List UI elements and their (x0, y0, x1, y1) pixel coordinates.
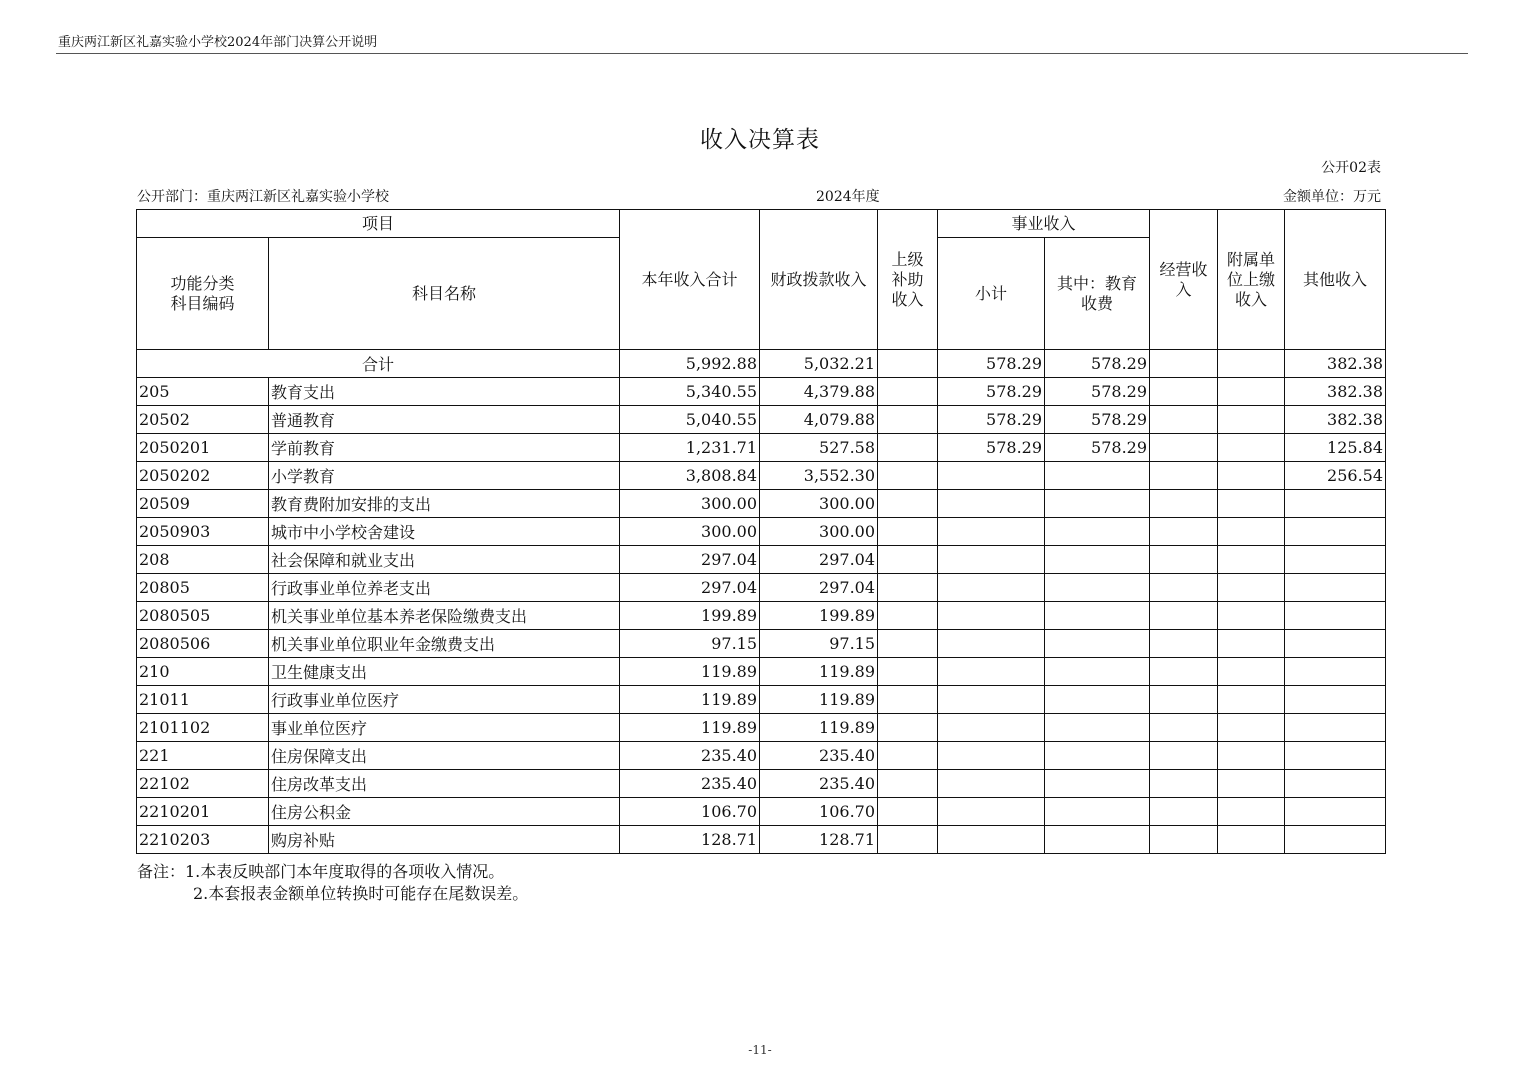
cell-operating (1150, 490, 1218, 518)
cell-fiscal: 128.71 (760, 826, 878, 854)
table-row (137, 742, 1386, 770)
cell-other (1285, 630, 1386, 658)
cell-superior (878, 574, 938, 602)
cell-subject-name: 小学教育 (269, 462, 620, 490)
cell-total-income: 300.00 (620, 490, 760, 518)
cell-fiscal: 199.89 (760, 602, 878, 630)
table-row (137, 658, 1386, 686)
header-other-income: 其他收入 (1285, 210, 1386, 350)
edu-fee-total: 578.29 (1045, 350, 1150, 378)
cell-other (1285, 574, 1386, 602)
cell-total-income: 5,340.55 (620, 378, 760, 406)
cell-other: 125.84 (1285, 434, 1386, 462)
cell-total-income: 119.89 (620, 714, 760, 742)
cell-subject-name: 普通教育 (269, 406, 620, 434)
cell-other (1285, 714, 1386, 742)
cell-code: 20502 (137, 406, 269, 434)
table-row (137, 602, 1386, 630)
note-line-2: 2.本套报表金额单位转换时可能存在尾数误差。 (193, 884, 529, 903)
cell-fiscal: 297.04 (760, 546, 878, 574)
cell-education-fee (1045, 490, 1150, 518)
header-business-subtotal: 小计 (938, 238, 1045, 350)
cell-code: 22102 (137, 770, 269, 798)
cell-affiliated (1218, 686, 1285, 714)
cell-fiscal: 97.15 (760, 630, 878, 658)
table-row (137, 434, 1386, 462)
cell-code: 221 (137, 742, 269, 770)
cell-operating (1150, 434, 1218, 462)
cell-business-subtotal (938, 686, 1045, 714)
cell-subject-name: 教育费附加安排的支出 (269, 490, 620, 518)
cell-education-fee (1045, 686, 1150, 714)
cell-affiliated (1218, 406, 1285, 434)
cell-total-income: 3,808.84 (620, 462, 760, 490)
cell-total-income: 199.89 (620, 602, 760, 630)
cell-total-income: 235.40 (620, 770, 760, 798)
cell-operating (1150, 742, 1218, 770)
cell-education-fee (1045, 658, 1150, 686)
cell-business-subtotal (938, 826, 1045, 854)
cell-business-subtotal (938, 742, 1045, 770)
cell-business-subtotal (938, 630, 1045, 658)
cell-education-fee: 578.29 (1045, 378, 1150, 406)
cell-education-fee (1045, 630, 1150, 658)
table-row (137, 630, 1386, 658)
total-income-total: 5,992.88 (620, 350, 760, 378)
cell-subject-name: 事业单位医疗 (269, 714, 620, 742)
header-business-income: 事业收入 (938, 210, 1150, 238)
cell-affiliated (1218, 574, 1285, 602)
cell-education-fee (1045, 798, 1150, 826)
cell-superior (878, 546, 938, 574)
cell-business-subtotal (938, 462, 1045, 490)
cell-superior (878, 742, 938, 770)
cell-affiliated (1218, 546, 1285, 574)
cell-operating (1150, 574, 1218, 602)
cell-affiliated (1218, 378, 1285, 406)
cell-operating (1150, 546, 1218, 574)
operating-total (1150, 350, 1218, 378)
cell-education-fee (1045, 462, 1150, 490)
cell-operating (1150, 518, 1218, 546)
cell-affiliated (1218, 770, 1285, 798)
cell-superior (878, 798, 938, 826)
header-operating-income: 经营收 入 (1150, 210, 1218, 350)
cell-total-income: 5,040.55 (620, 406, 760, 434)
cell-code: 21011 (137, 686, 269, 714)
cell-fiscal: 106.70 (760, 798, 878, 826)
cell-fiscal: 297.04 (760, 574, 878, 602)
cell-code: 2050903 (137, 518, 269, 546)
cell-affiliated (1218, 434, 1285, 462)
cell-total-income: 297.04 (620, 574, 760, 602)
fiscal-total: 5,032.21 (760, 350, 878, 378)
cell-code: 2080505 (137, 602, 269, 630)
cell-business-subtotal (938, 602, 1045, 630)
notes (137, 861, 528, 905)
cell-fiscal: 527.58 (760, 434, 878, 462)
cell-code: 205 (137, 378, 269, 406)
cell-education-fee (1045, 742, 1150, 770)
header-function-code: 功能分类 科目编码 (137, 238, 269, 350)
affiliated-total (1218, 350, 1285, 378)
cell-total-income: 106.70 (620, 798, 760, 826)
cell-code: 2050201 (137, 434, 269, 462)
cell-affiliated (1218, 714, 1285, 742)
cell-other (1285, 742, 1386, 770)
cell-subject-name: 机关事业单位基本养老保险缴费支出 (269, 602, 620, 630)
cell-affiliated (1218, 826, 1285, 854)
cell-total-income: 97.15 (620, 630, 760, 658)
table-row (137, 490, 1386, 518)
cell-code: 210 (137, 658, 269, 686)
cell-fiscal: 235.40 (760, 770, 878, 798)
income-final-accounts-table (136, 209, 1386, 854)
superior-total (878, 350, 938, 378)
cell-subject-name: 购房补贴 (269, 826, 620, 854)
cell-operating (1150, 630, 1218, 658)
cell-code: 2210203 (137, 826, 269, 854)
cell-affiliated (1218, 602, 1285, 630)
cell-subject-name: 机关事业单位职业年金缴费支出 (269, 630, 620, 658)
cell-education-fee (1045, 714, 1150, 742)
cell-total-income: 119.89 (620, 686, 760, 714)
table-row (137, 826, 1386, 854)
cell-operating (1150, 658, 1218, 686)
table-row (137, 518, 1386, 546)
table-row (137, 574, 1386, 602)
cell-fiscal: 300.00 (760, 518, 878, 546)
note-line-1: 备注：1.本表反映部门本年度取得的各项收入情况。 (137, 862, 505, 881)
cell-subject-name: 行政事业单位养老支出 (269, 574, 620, 602)
cell-operating (1150, 826, 1218, 854)
cell-subject-name: 行政事业单位医疗 (269, 686, 620, 714)
cell-subject-name: 住房改革支出 (269, 770, 620, 798)
cell-operating (1150, 406, 1218, 434)
cell-other (1285, 686, 1386, 714)
cell-business-subtotal: 578.29 (938, 378, 1045, 406)
cell-operating (1150, 602, 1218, 630)
cell-code: 208 (137, 546, 269, 574)
form-code: 公开02表 (1321, 160, 1381, 176)
cell-total-income: 128.71 (620, 826, 760, 854)
cell-business-subtotal (938, 546, 1045, 574)
cell-code: 2210201 (137, 798, 269, 826)
cell-business-subtotal (938, 658, 1045, 686)
cell-superior (878, 630, 938, 658)
cell-affiliated (1218, 798, 1285, 826)
page-number: -11- (748, 1043, 772, 1057)
cell-affiliated (1218, 518, 1285, 546)
cell-business-subtotal (938, 798, 1045, 826)
cell-superior (878, 462, 938, 490)
running-header: 重庆两江新区礼嘉实验小学校2024年部门决算公开说明 (58, 35, 378, 50)
cell-business-subtotal (938, 574, 1045, 602)
cell-other (1285, 826, 1386, 854)
cell-other (1285, 658, 1386, 686)
cell-superior (878, 602, 938, 630)
header-item: 项目 (137, 210, 620, 238)
cell-business-subtotal: 578.29 (938, 406, 1045, 434)
cell-fiscal: 119.89 (760, 686, 878, 714)
cell-business-subtotal (938, 770, 1045, 798)
cell-other (1285, 602, 1386, 630)
table-row (137, 462, 1386, 490)
table-row (137, 686, 1386, 714)
total-row (137, 350, 1386, 378)
table-body (137, 350, 1386, 854)
cell-operating (1150, 770, 1218, 798)
cell-code: 2050202 (137, 462, 269, 490)
table-row (137, 378, 1386, 406)
cell-fiscal: 119.89 (760, 658, 878, 686)
cell-superior (878, 714, 938, 742)
cell-fiscal: 119.89 (760, 714, 878, 742)
cell-business-subtotal (938, 518, 1045, 546)
table-row (137, 770, 1386, 798)
cell-education-fee: 578.29 (1045, 434, 1150, 462)
cell-subject-name: 卫生健康支出 (269, 658, 620, 686)
cell-education-fee (1045, 602, 1150, 630)
cell-fiscal: 300.00 (760, 490, 878, 518)
subtotal-total: 578.29 (938, 350, 1045, 378)
cell-operating (1150, 378, 1218, 406)
cell-affiliated (1218, 490, 1285, 518)
cell-operating (1150, 714, 1218, 742)
cell-superior (878, 406, 938, 434)
header-subject-name: 科目名称 (269, 238, 620, 350)
cell-superior (878, 686, 938, 714)
cell-total-income: 300.00 (620, 518, 760, 546)
department-label: 公开部门：重庆两江新区礼嘉实验小学校 (137, 189, 389, 205)
other-total: 382.38 (1285, 350, 1386, 378)
cell-education-fee (1045, 546, 1150, 574)
cell-affiliated (1218, 742, 1285, 770)
cell-superior (878, 658, 938, 686)
header-affiliated-income: 附属单 位上缴 收入 (1218, 210, 1285, 350)
cell-education-fee: 578.29 (1045, 406, 1150, 434)
cell-other (1285, 798, 1386, 826)
cell-code: 20509 (137, 490, 269, 518)
cell-subject-name: 住房保障支出 (269, 742, 620, 770)
amount-unit-label: 金额单位：万元 (1283, 189, 1381, 205)
cell-subject-name: 城市中小学校舍建设 (269, 518, 620, 546)
cell-subject-name: 住房公积金 (269, 798, 620, 826)
cell-fiscal: 235.40 (760, 742, 878, 770)
cell-other: 256.54 (1285, 462, 1386, 490)
cell-business-subtotal (938, 714, 1045, 742)
cell-subject-name: 学前教育 (269, 434, 620, 462)
cell-code: 2101102 (137, 714, 269, 742)
cell-operating (1150, 798, 1218, 826)
cell-other (1285, 490, 1386, 518)
cell-total-income: 1,231.71 (620, 434, 760, 462)
cell-fiscal: 4,079.88 (760, 406, 878, 434)
cell-total-income: 119.89 (620, 658, 760, 686)
header-superior-subsidy: 上级 补助 收入 (878, 210, 938, 350)
cell-subject-name: 社会保障和就业支出 (269, 546, 620, 574)
cell-other (1285, 770, 1386, 798)
cell-superior (878, 490, 938, 518)
cell-total-income: 235.40 (620, 742, 760, 770)
cell-subject-name: 教育支出 (269, 378, 620, 406)
cell-business-subtotal (938, 490, 1045, 518)
document-title: 收入决算表 (700, 127, 820, 153)
cell-education-fee (1045, 518, 1150, 546)
cell-code: 2080506 (137, 630, 269, 658)
total-label: 合计 (137, 350, 620, 378)
cell-operating (1150, 686, 1218, 714)
cell-code: 20805 (137, 574, 269, 602)
cell-superior (878, 826, 938, 854)
cell-total-income: 297.04 (620, 546, 760, 574)
header-education-fee: 其中：教育 收费 (1045, 238, 1150, 350)
cell-other: 382.38 (1285, 378, 1386, 406)
cell-business-subtotal: 578.29 (938, 434, 1045, 462)
cell-education-fee (1045, 826, 1150, 854)
table-row (137, 546, 1386, 574)
table-row (137, 798, 1386, 826)
cell-affiliated (1218, 630, 1285, 658)
cell-operating (1150, 462, 1218, 490)
header-fiscal-allocation: 财政拨款收入 (760, 210, 878, 350)
header-total-income: 本年收入合计 (620, 210, 760, 350)
cell-education-fee (1045, 770, 1150, 798)
cell-education-fee (1045, 574, 1150, 602)
header-divider (56, 53, 1468, 54)
cell-other (1285, 518, 1386, 546)
cell-affiliated (1218, 462, 1285, 490)
cell-superior (878, 518, 938, 546)
cell-fiscal: 4,379.88 (760, 378, 878, 406)
cell-superior (878, 378, 938, 406)
cell-other (1285, 546, 1386, 574)
cell-superior (878, 434, 938, 462)
cell-affiliated (1218, 658, 1285, 686)
cell-other: 382.38 (1285, 406, 1386, 434)
fiscal-year-label: 2024年度 (816, 189, 880, 205)
cell-fiscal: 3,552.30 (760, 462, 878, 490)
table-row (137, 406, 1386, 434)
table-row (137, 714, 1386, 742)
cell-superior (878, 770, 938, 798)
